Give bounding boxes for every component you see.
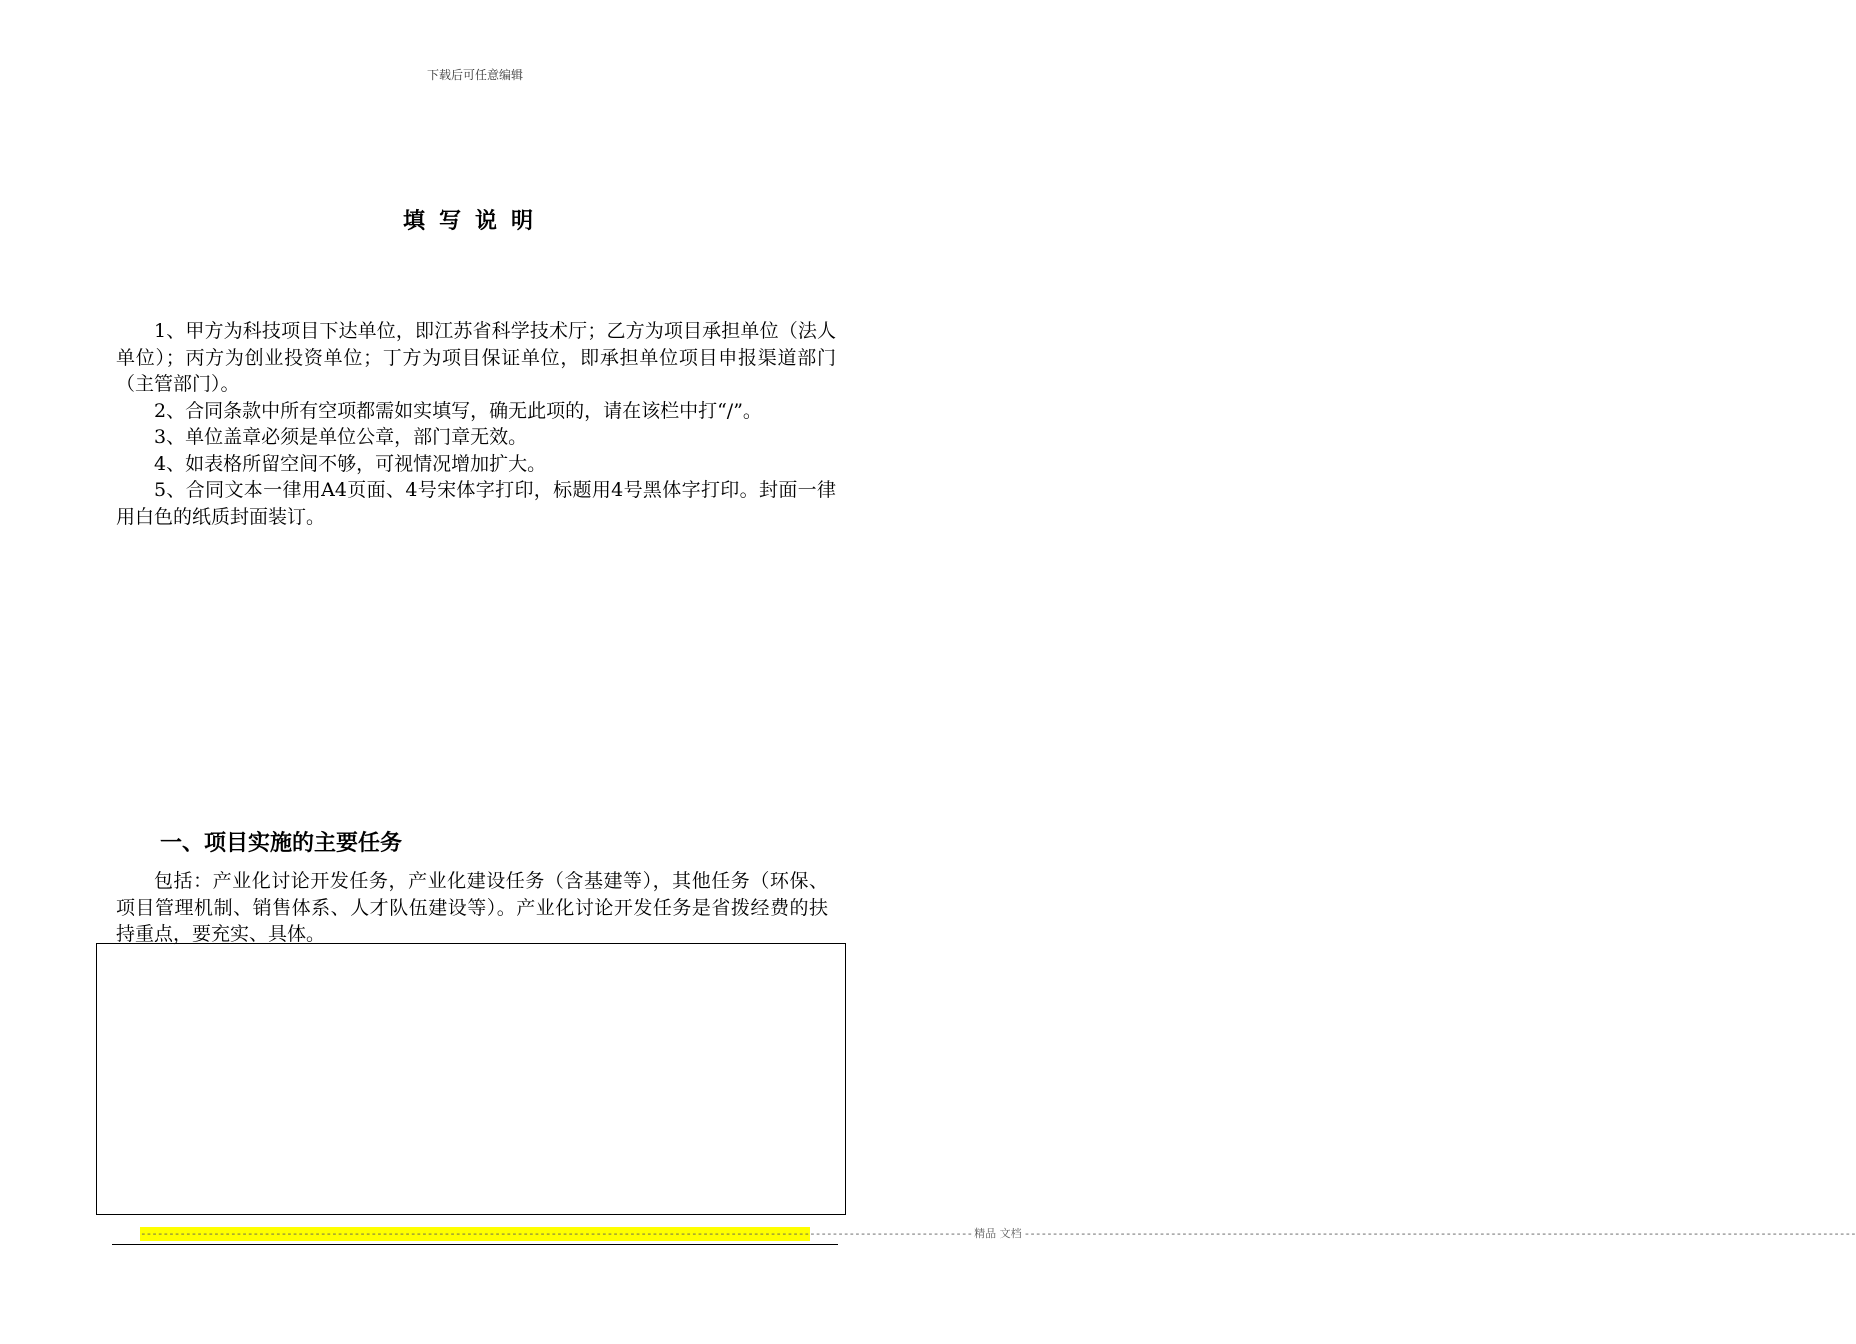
header-note: 下载后可任意编辑 bbox=[426, 68, 523, 82]
instruction-item-3: 3、单位盖章必须是单位公章，部门章无效。 bbox=[154, 426, 528, 448]
page-title: 填写说明 bbox=[402, 209, 547, 234]
instruction-item-4: 4、如表格所留空间不够，可视情况增加扩大。 bbox=[154, 452, 547, 475]
instructions-list bbox=[116, 318, 836, 530]
footer-dash-left: ---------------------------------------------------------------------------------------------------------------------------------------------------- bbox=[140, 1227, 973, 1240]
task-entry-box[interactable] bbox=[96, 943, 846, 1215]
instruction-item-1: 1、甲方为科技项目下达单位，即江苏省科学技术厅；乙方为项目承担单位（法人单位）；丙方为创业投资单位；丁方为项目保证单位，即承担单位项目申报渠道部门（主管部门）。 bbox=[116, 320, 836, 395]
section-description: 包括：产业化讨论开发任务，产业化建设任务（含基建等），其他任务（环保、项目管理机制、销售体系、人才队伍建设等）。产业化讨论开发任务是省拨经费的扶持重点，要充实、具体。 bbox=[116, 870, 828, 945]
instruction-item-2: 2、合同条款中所有空项都需如实填写，确无此项的，请在该栏中打“/”。 bbox=[154, 399, 762, 422]
section-heading: 一、项目实施的主要任务 bbox=[160, 831, 403, 856]
footer-dash-right: ---------------------------------------------------------------------------------------------------------------------------------------------------- bbox=[1023, 1227, 1856, 1240]
instruction-item-5: 5、合同文本一律用A4页面、4号宋体字打印，标题用4号黑体字打印。封面一律用白色的纸质封面装订。 bbox=[116, 479, 836, 528]
footer-label: 精品 文档 bbox=[974, 1227, 1022, 1240]
footer-rule bbox=[112, 1244, 838, 1245]
footer-highlight-band bbox=[140, 1227, 1856, 1241]
